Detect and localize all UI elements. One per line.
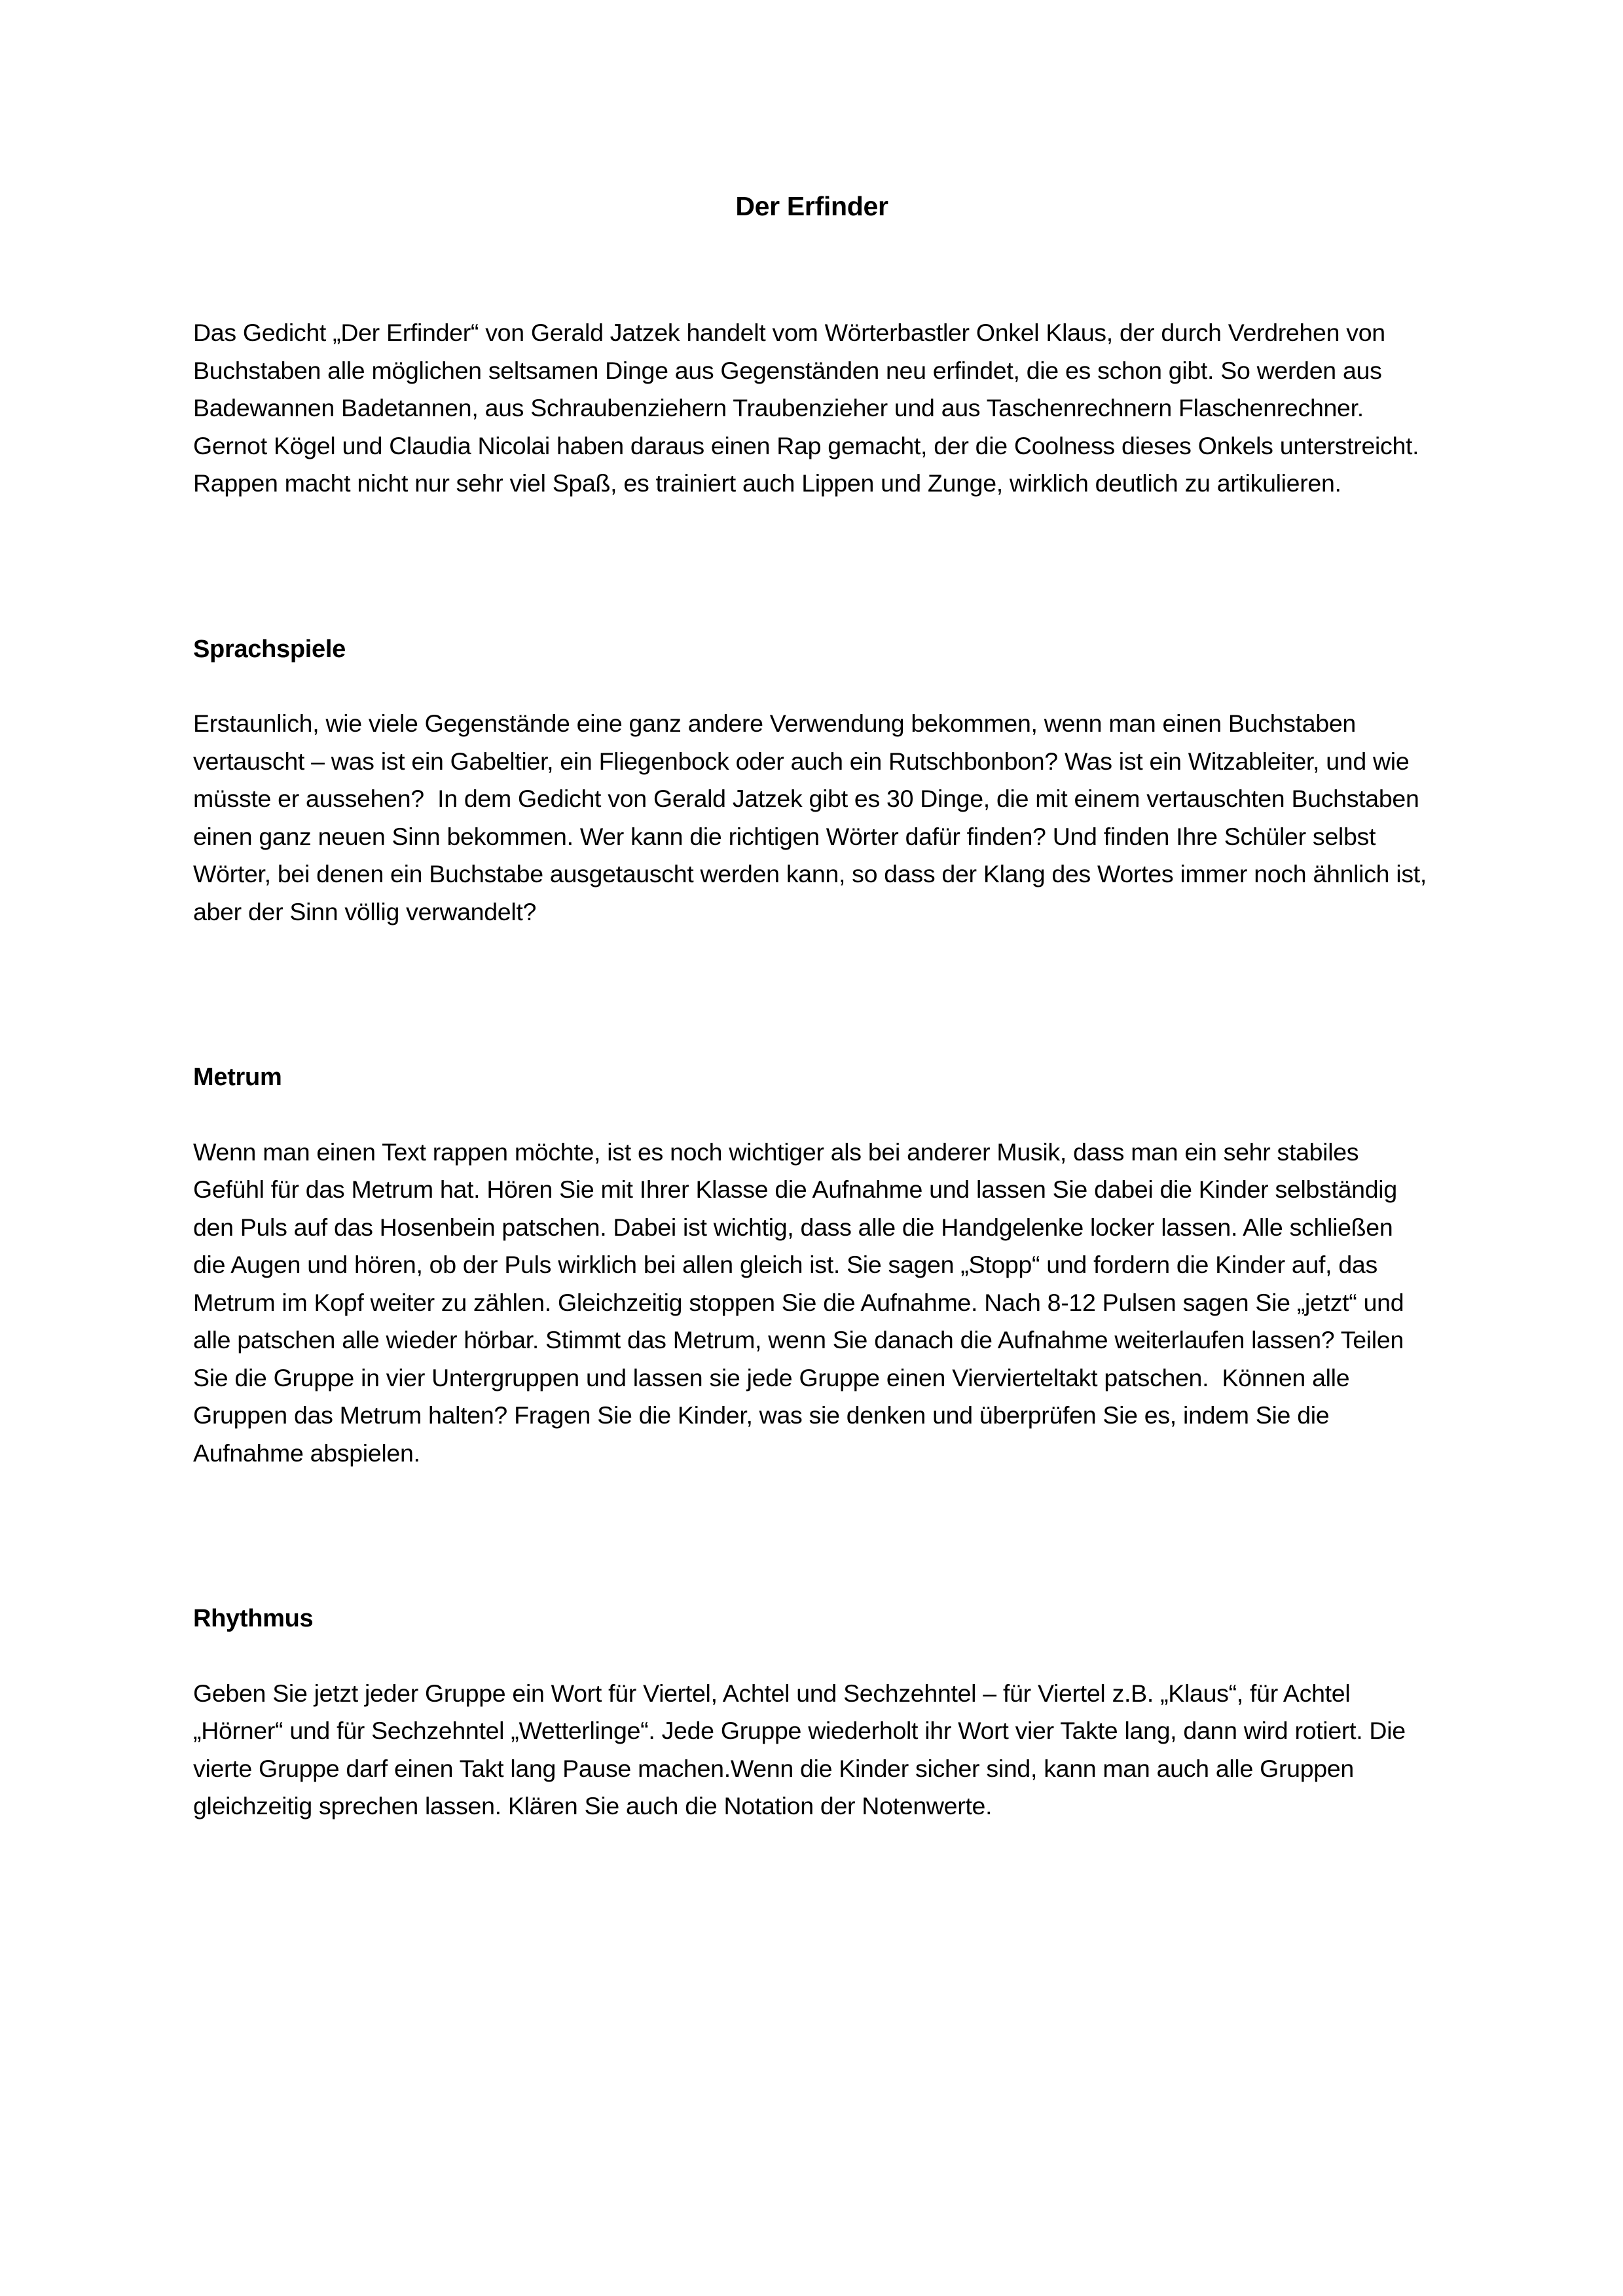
section-heading-metrum: Metrum [193, 1064, 282, 1091]
section-rhythmus [193, 1600, 1431, 1825]
intro-paragraph: Das Gedicht „Der Erfinder“ von Gerald Jatzek handelt vom Wörterbastler Onkel Klaus, der durch Verdrehen von Buchstaben alle möglichen seltsamen Dinge aus Gegenständen neu erfindet, die es schon gibt. So werden aus Badewannen Badetannen, aus Schraubenziehern Traubenzieher und aus Taschenrechnern Flaschenrechner. Gernot Kögel und Claudia Nicolai haben daraus einen Rap gemacht, der die Coolness dieses Onkels unterstreicht. Rappen macht nicht nur sehr viel Spaß, es trainiert auch Lippen und Zunge, wirklich deutlich zu artikulieren. [193, 319, 1426, 497]
section-heading-rhythmus: Rhythmus [193, 1605, 314, 1632]
section-heading-sprachspiele: Sprachspiele [193, 635, 346, 663]
section-sprachspiele [193, 631, 1434, 931]
section-metrum [193, 1059, 1431, 1472]
section-body-metrum: Wenn man einen Text rappen möchte, ist es noch wichtiger als bei anderer Musik, dass man ein sehr stabiles Gefühl für das Metrum hat. Hören Sie mit Ihrer Klasse die Aufnahme und lassen Sie dabei die Kinder selbständig den Puls auf das Hosenbein patschen. Dabei ist wichtig, dass alle die Handgelenke locker lassen. Alle schließen die Augen und hören, ob der Puls wirklich bei allen gleich ist. Sie sagen „Stopp“ und fordern die Kinder auf, das Metrum im Kopf weiter zu zählen. Gleichzeitig stoppen Sie die Aufnahme. Nach 8-12 Pulsen sagen Sie „jetzt“ und alle patschen alle wieder hörbar. Stimmt das Metrum, wenn Sie danach die Aufnahme weiterlaufen lassen? Teilen Sie die Gruppe in vier Untergruppen und lassen sie jede Gruppe einen Viervierteltakt patschen. Können alle Gruppen das Metrum halten? Fragen Sie die Kinder, was sie denken und überprüfen Sie es, indem Sie die Aufnahme abspielen. [193, 1138, 1411, 1467]
page-title: Der Erfinder [735, 191, 888, 221]
section-body-rhythmus: Geben Sie jetzt jeder Gruppe ein Wort für Viertel, Achtel und Sechzehntel – für Viertel z.B. „Klaus“, für Achtel „Hörner“ und für Sechzehntel „Wetterlinge“. Jede Gruppe wiederholt ihr Wort vier Takte lang, dann wird rotiert. Die vierte Gruppe darf einen Takt lang Pause machen.Wenn die Kinder sicher sind, kann man auch alle Gruppen gleichzeitig sprechen lassen. Klären Sie auch die Notation der Notenwerte. [193, 1679, 1412, 1820]
section-body-sprachspiele: Erstaunlich, wie viele Gegenstände eine ganz andere Verwendung bekommen, wenn man einen Buchstaben vertauscht – was ist ein Gabeltier, ein Fliegenbock oder auch ein Rutschbonbon? Was ist ein Witzableiter, und wie müsste er aussehen? In dem Gedicht von Gerald Jatzek gibt es 30 Dinge, die mit einem vertauschten Buchstaben einen ganz neuen Sinn bekommen. Wer kann die richtigen Wörter dafür finden? Und finden Ihre Schüler selbst Wörter, bei denen ein Buchstabe ausgetauscht werden kann, so dass der Klang des Wortes immer noch ähnlich ist, aber der Sinn völlig verwandelt? [193, 709, 1434, 925]
